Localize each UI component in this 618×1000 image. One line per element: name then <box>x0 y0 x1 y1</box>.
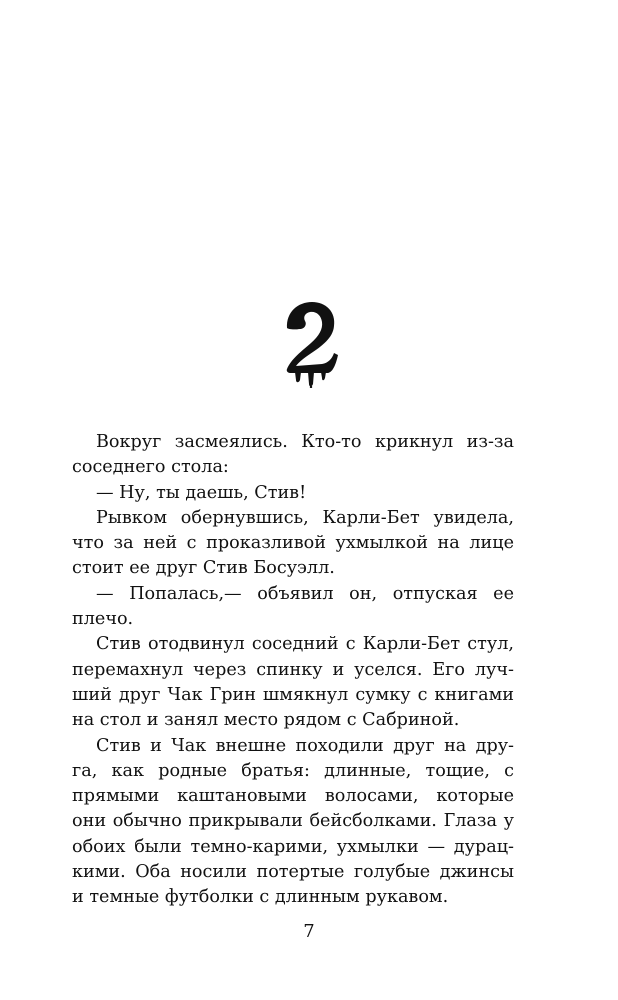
text-line: ший друг Чак Грин шмякнул сумку с книгами <box>72 684 514 705</box>
body-text <box>72 430 514 911</box>
text-line: и темные футболки с длинным рукавом. <box>72 887 449 908</box>
text-line: Стив и Чак внешне походили друг на дру- <box>96 735 514 756</box>
text-line: стоит ее друг Стив Босуэлл. <box>72 558 335 579</box>
text-line: Рывком обернувшись, Карли-Бет увидела, <box>96 507 514 528</box>
text-line: они обычно прикрывали бейсболками. Глаза у <box>72 811 514 832</box>
text-line: — Попалась,— объявил он, отпуская ее <box>96 583 514 604</box>
text-line: перемахнул через спинку и уселся. Его луч- <box>72 659 514 680</box>
text-line: кими. Оба носили потертые голубые джинсы <box>72 862 514 883</box>
text-line: Стив отодвинул соседний с Карли-Бет стул, <box>96 634 514 655</box>
text-line: что за ней с проказливой ухмылкой на лице <box>72 533 514 554</box>
text-line: на стол и занял место рядом с Сабриной. <box>72 710 460 731</box>
text-line: га, как родные братья: длинные, тощие, с <box>72 760 514 781</box>
text-line: обоих были темно-карими, ухмылки — дурац- <box>72 836 514 857</box>
page-number: 7 <box>303 921 315 942</box>
chapter-number <box>0 298 618 388</box>
text-line: прямыми каштановыми волосами, которые <box>72 786 514 807</box>
chapter-number-glyph <box>278 298 340 388</box>
text-line: — Ну, ты даешь, Стив! <box>96 482 307 503</box>
text-line: плечо. <box>72 609 134 630</box>
text-line: Вокруг засмеялись. Кто-то крикнул из-за <box>96 432 514 452</box>
text-line: соседнего стола: <box>72 457 229 478</box>
